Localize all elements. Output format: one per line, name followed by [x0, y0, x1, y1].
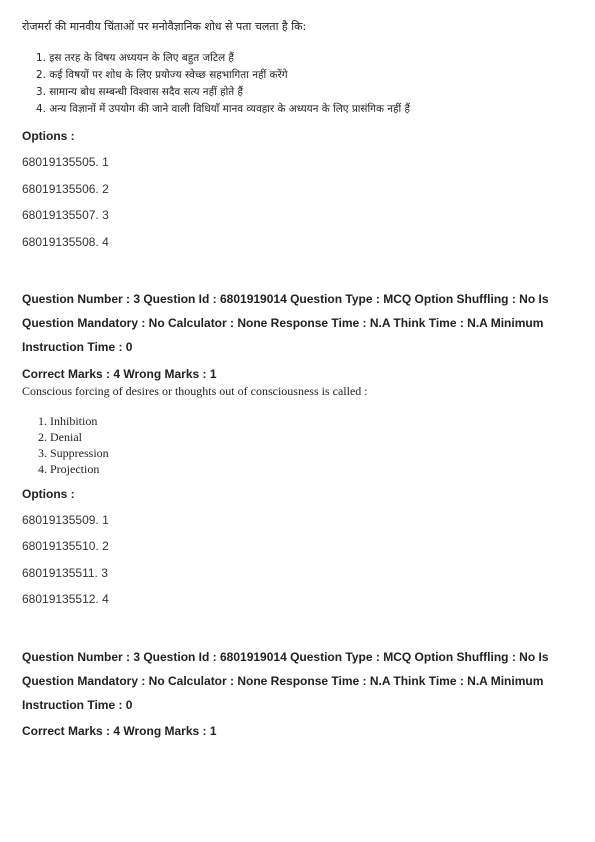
question-header-line1: Question Number : 3 Question Id : 6801919014 Question Type : MCQ Option Shuffling : No Is [22, 292, 549, 306]
question-stem: रोजमर्रा की मानवीय चिंताओं पर मनोवैज्ञानिक शोध से पता चलता है कि: [22, 20, 307, 33]
options-label: Options : [22, 487, 75, 501]
question-stem: Conscious forcing of desires or thoughts out of consciousness is called : [22, 384, 368, 398]
choice-3: 3. सामान्य बोध सम्बन्धी विश्वास सदैव सत्य नहीं होते हैं [36, 86, 244, 98]
option-id-1: 68019135509. 1 [22, 513, 109, 527]
option-id-3: 68019135507. 3 [22, 208, 109, 222]
choice-1: 1. इस तरह के विषय अध्ययन के लिए बहुत जटिल हैं [36, 52, 234, 64]
marks-line: Correct Marks : 4 Wrong Marks : 1 [22, 724, 217, 738]
choice-2: 2. कई विषयों पर शोध के लिए प्रयोज्य स्वेच्छ सहभागिता नहीं करेंगे [36, 69, 288, 81]
option-id-4: 68019135508. 4 [22, 235, 109, 249]
question-header-line1: Question Number : 3 Question Id : 6801919014 Question Type : MCQ Option Shuffling : No Is [22, 650, 549, 664]
choice-4: 4. अन्य विज्ञानों में उपयोग की जाने वाली विधियाँ मानव व्यवहार के अध्ययन के लिए प्रासंगिक नहीं हैं [36, 103, 411, 115]
question-header-line3: Instruction Time : 0 [22, 340, 133, 354]
option-id-2: 68019135510. 2 [22, 539, 109, 553]
option-id-2: 68019135506. 2 [22, 182, 109, 196]
choice-1: 1. Inhibition [38, 414, 98, 428]
options-label: Options : [22, 129, 75, 143]
option-id-1: 68019135505. 1 [22, 155, 109, 169]
choice-4: 4. Projection [38, 462, 100, 476]
choice-3: 3. Suppression [38, 446, 109, 460]
option-id-4: 68019135512. 4 [22, 592, 109, 606]
marks-line: Correct Marks : 4 Wrong Marks : 1 [22, 367, 217, 381]
question-header-line2: Question Mandatory : No Calculator : None Response Time : N.A Think Time : N.A Minimum [22, 316, 544, 330]
option-id-3: 68019135511. 3 [22, 566, 108, 580]
question-header-line3: Instruction Time : 0 [22, 698, 133, 712]
choice-2: 2. Denial [38, 430, 82, 444]
question-header-line2: Question Mandatory : No Calculator : None Response Time : N.A Think Time : N.A Minimum [22, 674, 544, 688]
